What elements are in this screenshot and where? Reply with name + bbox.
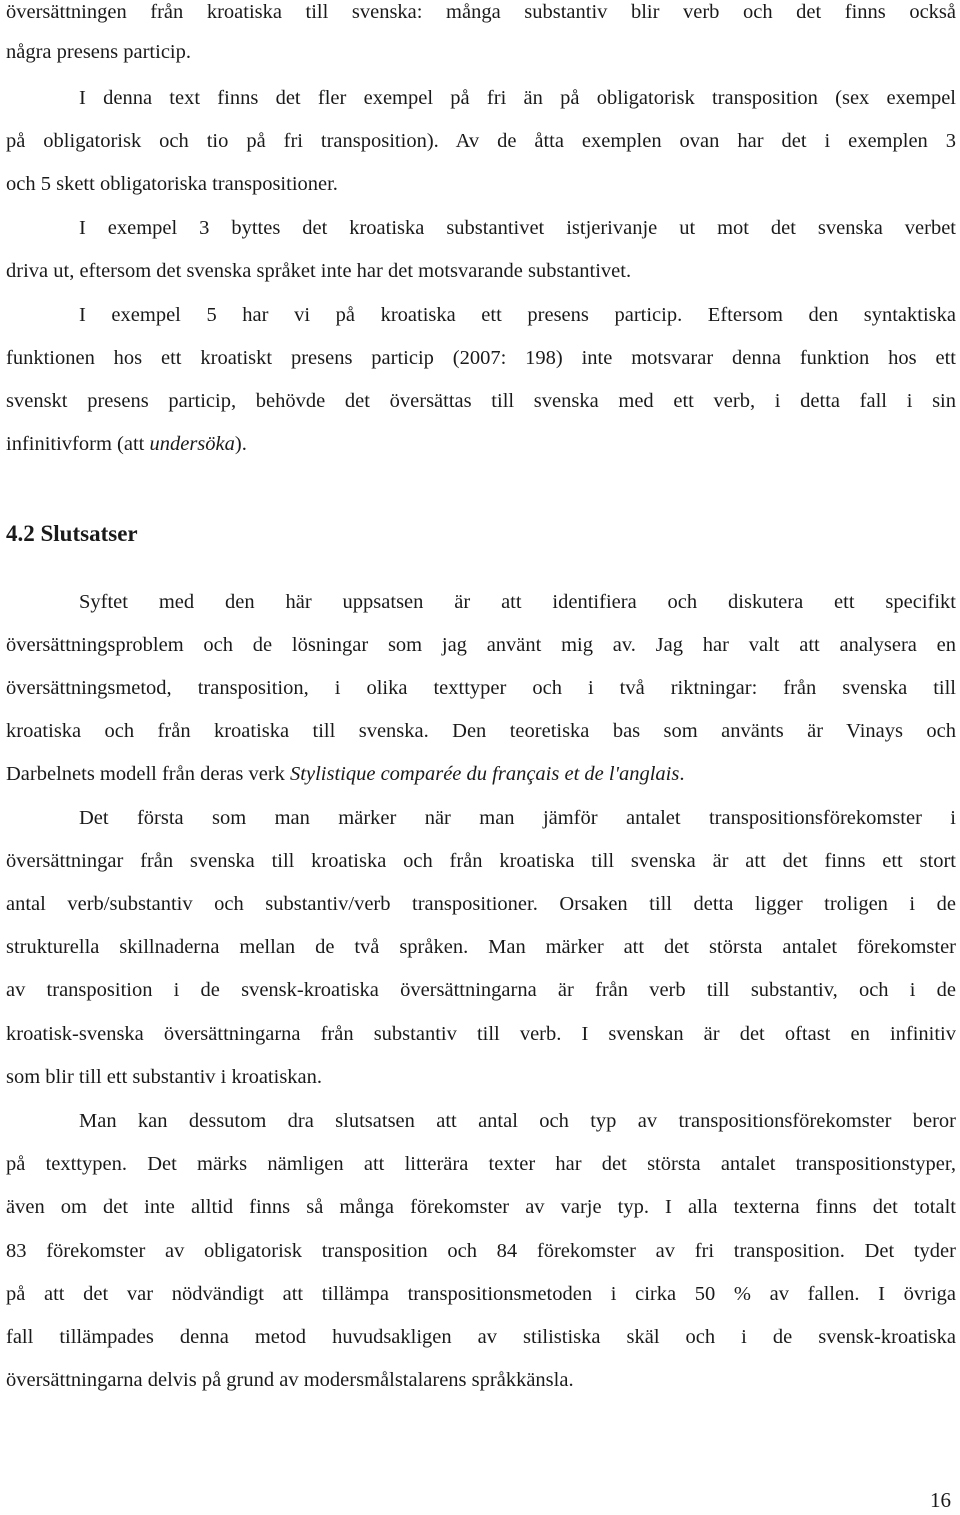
text-line: på att det var nödvändigt att tillämpa transpositionsmetoden i cirka 50 % av fallen. I övriga (6, 1283, 956, 1305)
text-line: Syftet med den här uppsatsen är att identifiera och diskutera ett specifikt (79, 591, 956, 613)
text-line: översättningsproblem och de lösningar som jag använt mig av. Jag har valt att analysera en (6, 634, 956, 656)
text-run: ). (234, 433, 247, 455)
text-line: funktionen hos ett kroatiskt presens particip (2007: 198) inte motsvarar denna funktion hos ett (6, 347, 956, 369)
text-line: strukturella skillnaderna mellan de två språken. Man märker att det största antalet förekomster (6, 936, 956, 958)
text-line: och 5 skett obligatoriska transpositioner. (6, 173, 338, 195)
text-line: svenskt presens particip, behövde det översättas till svenska med ett verb, i detta fall i sin (6, 390, 956, 412)
text-line: fall tillämpades denna metod huvudsakligen av stilistiska skäl och i de svensk-kroatiska (6, 1326, 956, 1348)
text-line: I exempel 3 byttes det kroatiska substantivet istjerivanje ut mot det svenska verbet (79, 217, 956, 239)
text-line (6, 429, 956, 459)
text-line: även om det inte alltid finns så många förekomster av varje typ. I alla texterna finns det totalt (6, 1196, 956, 1218)
text-line: kroatisk-svenska översättningarna från substantiv till verb. I svenskan är det oftast en infinitiv (6, 1023, 956, 1045)
italic-title: Stylistique comparée du français et de l'anglais (290, 763, 680, 785)
text-line: Det första som man märker när man jämför antalet transpositionsförekomster i (79, 807, 956, 829)
text-line: Man kan dessutom dra slutsatsen att antal och typ av transpositionsförekomster beror (79, 1110, 956, 1132)
text-line: som blir till ett substantiv i kroatiskan. (6, 1066, 323, 1088)
text-line (6, 759, 956, 789)
text-line: driva ut, eftersom det svenska språket inte har det motsvarande substantivet. (6, 260, 632, 282)
text-line: 83 förekomster av obligatorisk transposition och 84 förekomster av fri transposition. Det tyder (6, 1240, 956, 1262)
text-line: några presens particip. (6, 41, 191, 63)
text-line: översättningen från kroatiska till svenska: många substantiv blir verb och det finns också (6, 1, 956, 23)
text-line: av transposition i de svensk-kroatiska översättningarna är från verb till substantiv, och i de (6, 979, 956, 1001)
text-line: I denna text finns det fler exempel på fri än på obligatorisk transposition (sex exempel (79, 87, 956, 109)
italic-term: undersöka (149, 433, 235, 455)
text-line: I exempel 5 har vi på kroatiska ett presens particip. Eftersom den syntaktiska (79, 304, 956, 326)
text-run: infinitivform (att (6, 433, 150, 455)
text-line: översättningar från svenska till kroatiska och från kroatiska till svenska är att det finns ett stort (6, 850, 956, 872)
text-line: på obligatorisk och tio på fri transposition). Av de åtta exemplen ovan har det i exemplen 3 (6, 130, 956, 152)
text-line: översättningsmetod, transposition, i olika texttyper och i två riktningar: från svenska till (6, 677, 956, 699)
text-run: . (679, 763, 685, 785)
text-line: på texttypen. Det märks nämligen att litterära texter har det största antalet transpositionstyper, (6, 1153, 956, 1175)
text-line: antal verb/substantiv och substantiv/verb transpositioner. Orsaken till detta ligger troligen i de (6, 893, 956, 915)
text-run: Darbelnets modell från deras verk (6, 763, 291, 785)
section-heading: 4.2 Slutsatser (6, 521, 138, 546)
text-line: översättningarna delvis på grund av modersmålstalarens språkkänsla. (6, 1369, 574, 1391)
page-number: 16 (930, 1488, 951, 1512)
text-line: kroatiska och från kroatiska till svenska. Den teoretiska bas som använts är Vinays och (6, 720, 956, 742)
